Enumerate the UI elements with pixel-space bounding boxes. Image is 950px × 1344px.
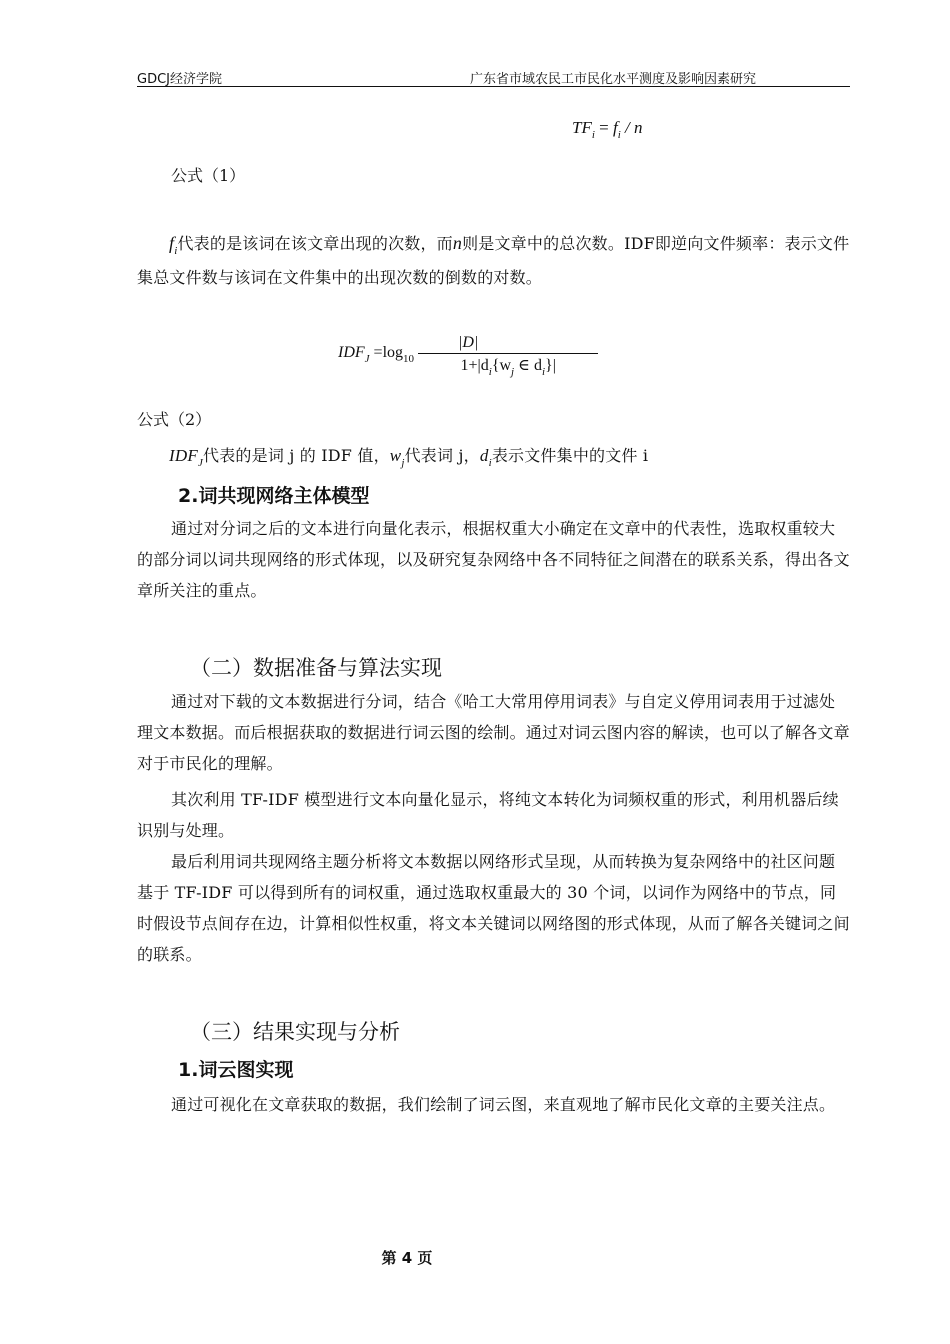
heading-network-model: 2.词共现网络主体模型	[178, 485, 370, 507]
paragraph-network-model: 通过对分词之后的文本进行向量化表示，根据权重大小确定在文章中的代表性，选取权重较大的部分词以词共现网络的形式体现，以及研究复杂网络中各不同特征之间潜在的联系关系，得出各文章所关注的重点。	[137, 519, 850, 600]
formula1-label: 公式（1）	[171, 166, 246, 185]
header-rule	[137, 86, 850, 87]
header-left: GDCJ经济学院	[137, 72, 222, 87]
formula-tf: $TF_i = f_i / n$	[572, 118, 643, 141]
section-title-data-preparation: （二）数据准备与算法实现	[190, 656, 442, 680]
heading-word-cloud: 1.词云图实现	[178, 1059, 294, 1081]
formula-idf: IDFJ =log10 $\frac{|D|}{1+|d_i\{w_j \in d_i\}|}$	[338, 340, 598, 375]
paragraph-idf-description: $IDF_J$代表的是词 j 的 IDF 值，$w_j$代表词 j，$d_i$表示文件集中的文件 i	[169, 446, 649, 469]
header-right: 广东省市域农民工市民化水平测度及影响因素研究	[470, 72, 757, 87]
paragraph-data-preparation-2: 其次利用 TF-IDF 模型进行文本向量化显示，将纯文本转化为词频权重的形式，利用机器后续识别与处理。	[137, 790, 839, 840]
paragraph-word-cloud: 通过可视化在文章获取的数据，我们绘制了词云图，来直观地了解市民化文章的主要关注点。	[171, 1095, 836, 1114]
section-title-results: （三）结果实现与分析	[190, 1020, 400, 1044]
formula2-label: 公式（2）	[137, 410, 212, 429]
formula-idf-fraction: $\frac{|D|}{1+|d_i\{w_j \in d_i\}|}$	[418, 334, 598, 375]
paragraph-data-preparation-3: 最后利用词共现网络主题分析将文本数据以网络形式呈现，从而转换为复杂网络中的社区问题基于 TF-IDF 可以得到所有的词权重，通过选取权重最大的 30 个词，以词作为网络中的节点，同时假设节点间存在边，计算相似性权重，将文本关键词以网络图的形式体现，从而了解各关键词之间的联系。	[137, 852, 850, 964]
paragraph-data-preparation-1: 通过对下载的文本数据进行分词，结合《哈工大常用停用词表》与自定义停用词表用于过滤处理文本数据。而后根据获取的数据进行词云图的绘制。通过对词云图内容的解读，也可以了解各文章对于市民化的理解。	[137, 692, 850, 773]
paragraph-tf-description: $f_i$代表的是该词在该文章出现的次数，而n则是文章中的总次数。IDF即逆向文件频率：表示文件集总文件数与该词在文件集中的出现次数的倒数的对数。	[137, 233, 850, 287]
page-number: 第 4 页	[381, 1249, 433, 1267]
